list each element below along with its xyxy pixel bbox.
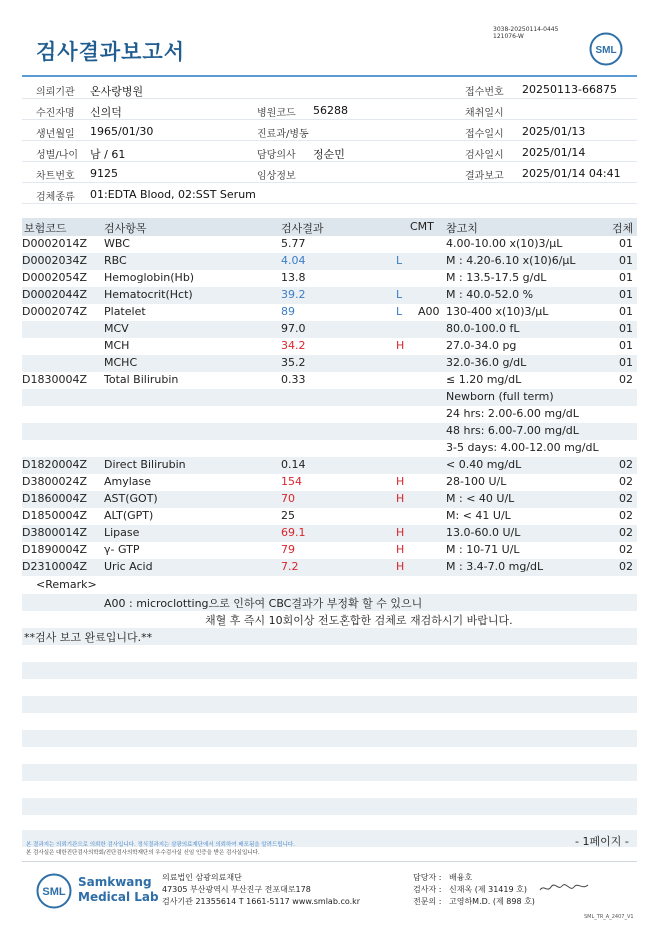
cell-flag: H	[396, 543, 405, 556]
cell-specimen: 01	[619, 322, 633, 335]
cell-result: 5.77	[281, 237, 306, 250]
test-date-value: 2025/01/14	[522, 146, 586, 159]
cell-specimen: 01	[619, 305, 633, 318]
cell-flag: H	[396, 339, 405, 352]
blank-band	[22, 662, 637, 679]
patient-label: 수진자명	[36, 108, 75, 119]
report-value: 2025/01/14 04:41	[522, 167, 621, 180]
receipt-no-label: 접수번호	[465, 87, 504, 98]
cell-reference: 48 hrs: 6.00-7.00 mg/dL	[446, 424, 579, 437]
cell-specimen: 02	[619, 458, 633, 471]
cell-flag: H	[396, 492, 405, 505]
cell-result: 4.04	[281, 254, 306, 267]
cell-specimen: 01	[619, 271, 633, 284]
cell-reference: 27.0-34.0 pg	[446, 339, 517, 352]
cell-reference: 4.00-10.00 x(10)3/μL	[446, 237, 563, 250]
table-row	[22, 542, 637, 559]
sex-age-label: 성별/나이	[36, 150, 79, 161]
cell-cmt: A00	[418, 305, 440, 318]
info-row-2	[22, 100, 637, 120]
cell-result: 89	[281, 305, 295, 318]
cell-specimen: 02	[619, 373, 633, 386]
cell-item: RBC	[104, 254, 127, 267]
table-row	[22, 372, 637, 389]
blank-band	[22, 764, 637, 781]
cell-result: 39.2	[281, 288, 306, 301]
cell-specimen: 02	[619, 509, 633, 522]
signature-icon	[538, 881, 590, 895]
header-cmt: CMT	[410, 220, 434, 233]
cell-item: ALT(GPT)	[104, 509, 154, 522]
remark-line-2: 채혈 후 즉시 10회이상 전도혼합한 검체로 재검하시기 바랍니다.	[205, 614, 513, 627]
cell-specimen: 02	[619, 475, 633, 488]
cell-result: 7.2	[281, 560, 299, 573]
cell-flag: L	[396, 288, 403, 301]
cell-reference: 13.0-60.0 U/L	[446, 526, 521, 539]
cell-result: 79	[281, 543, 295, 556]
table-row	[22, 457, 637, 474]
table-row	[22, 304, 637, 321]
remark-row-3	[22, 628, 637, 645]
cell-reference: < 0.40 mg/dL	[446, 458, 522, 471]
cell-item: MCH	[104, 339, 130, 352]
cell-code: D3800014Z	[22, 526, 87, 539]
cell-code: D1860004Z	[22, 492, 87, 505]
cell-reference: M : 13.5-17.5 g/dL	[446, 271, 547, 284]
org-name: 의료법인 삼광의료재단	[162, 873, 242, 882]
cell-result: 154	[281, 475, 302, 488]
table-row	[22, 406, 637, 423]
cell-specimen: 02	[619, 560, 633, 573]
info-row-6	[22, 184, 637, 204]
cell-reference: 80.0-100.0 fL	[446, 322, 520, 335]
remark-heading: <Remark>	[36, 578, 97, 591]
cell-item: Total Bilirubin	[104, 373, 179, 386]
cell-code: D0002054Z	[22, 271, 87, 284]
staff-row	[413, 872, 473, 883]
doctor-value: 정순민	[313, 148, 345, 161]
staff-row	[413, 896, 535, 907]
cell-specimen: 01	[619, 339, 633, 352]
cell-flag: L	[396, 305, 403, 318]
remark-row-2	[22, 611, 637, 628]
header-ref: 참고치	[446, 222, 478, 235]
brand-name-line-2: Medical Lab	[78, 890, 159, 904]
remark-heading-row	[22, 577, 637, 594]
info-row-5	[22, 163, 637, 183]
institution-value: 온사랑병원	[90, 85, 144, 98]
cell-flag: H	[396, 475, 405, 488]
cell-result: 69.1	[281, 526, 306, 539]
table-row	[22, 389, 637, 406]
table-row	[22, 559, 637, 576]
cell-item: Amylase	[104, 475, 152, 488]
page-title: 검사결과보고서	[36, 40, 186, 64]
cell-result: 97.0	[281, 322, 306, 335]
form-code: SML_TR_A_2407_V1	[584, 914, 634, 920]
remark-row-1	[22, 594, 637, 611]
cell-specimen: 02	[619, 492, 633, 505]
hospital-code-label: 병원코드	[257, 108, 296, 119]
chart-label: 차트번호	[36, 171, 75, 182]
cell-specimen: 02	[619, 526, 633, 539]
cell-result: 0.14	[281, 458, 306, 471]
cell-item: Lipase	[104, 526, 140, 539]
cell-result: 70	[281, 492, 295, 505]
table-row	[22, 287, 637, 304]
info-row-4	[22, 142, 637, 162]
staff-role: 담당자 :	[413, 873, 442, 882]
cell-item: Hemoglobin(Hb)	[104, 271, 195, 284]
cell-reference: 24 hrs: 2.00-6.00 mg/dL	[446, 407, 579, 420]
staff-name: 배융호	[449, 873, 473, 882]
info-row-1	[22, 79, 637, 99]
cell-code: D2310004Z	[22, 560, 87, 573]
table-row	[22, 321, 637, 338]
table-row	[22, 338, 637, 355]
cell-code: D1850004Z	[22, 509, 87, 522]
footnote-1: 본 결과지는 의뢰기관으로 의뢰한 검사입니다. 정식결과지는 삼광의료재단에서 의뢰하여 배포됨을 알려드립니다.	[26, 842, 295, 848]
cell-flag: L	[396, 254, 403, 267]
cell-specimen: 02	[619, 543, 633, 556]
cell-reference: M : < 40 U/L	[446, 492, 515, 505]
cell-specimen: 01	[619, 356, 633, 369]
sex-age-value: 남 / 61	[90, 148, 126, 161]
table-row	[22, 525, 637, 542]
cell-item: AST(GOT)	[104, 492, 158, 505]
receipt-date-label: 접수일시	[465, 129, 504, 140]
sml-logo-icon	[36, 873, 72, 909]
specimen-label: 검체종류	[36, 192, 75, 203]
report-label: 결과보고	[465, 171, 504, 182]
header-result: 검사결과	[281, 222, 324, 235]
cell-result: 35.2	[281, 356, 306, 369]
title-divider	[22, 75, 637, 77]
staff-role: 전문의 :	[413, 897, 442, 906]
table-row	[22, 253, 637, 270]
blank-band	[22, 696, 637, 713]
staff-role: 검사자 :	[413, 885, 442, 894]
doctor-label: 담당의사	[257, 150, 296, 161]
cell-flag: H	[396, 526, 405, 539]
table-row	[22, 474, 637, 491]
header-item: 검사항목	[104, 222, 147, 235]
table-row	[22, 270, 637, 287]
cell-reference: 130-400 x(10)3/μL	[446, 305, 549, 318]
specimen-value: 01:EDTA Blood, 02:SST Serum	[90, 188, 256, 201]
cell-item: MCHC	[104, 356, 138, 369]
cell-item: Direct Bilirubin	[104, 458, 186, 471]
birth-value: 1965/01/30	[90, 125, 154, 138]
cell-result: 13.8	[281, 271, 306, 284]
sml-logo-icon	[589, 32, 623, 66]
table-row	[22, 491, 637, 508]
remark-line-1: A00 : microclotting으로 인하여 CBC결과가 부정확 할 수 있으니	[104, 597, 423, 610]
cell-result: 34.2	[281, 339, 306, 352]
document-id: 3038-20250114-0445 121076-W	[493, 26, 559, 40]
cell-code: D0002014Z	[22, 237, 87, 250]
page-number: - 1페이지 -	[575, 835, 629, 848]
sml-logo-text: SML	[42, 886, 66, 898]
org-address: 47305 부산광역시 부산진구 전포대로178	[162, 885, 311, 894]
receipt-no-value: 20250113-66875	[522, 83, 617, 96]
clinical-label: 임상정보	[257, 171, 296, 182]
org-contact: 검사기관 21355614 T 1661-5117 www.smlab.co.kr	[162, 897, 361, 906]
cell-code: D3800024Z	[22, 475, 87, 488]
cell-code: D1820004Z	[22, 458, 87, 471]
receipt-date-value: 2025/01/13	[522, 125, 586, 138]
brand-name-line-1: Samkwang	[78, 875, 152, 889]
cell-code: D0002074Z	[22, 305, 87, 318]
cell-flag: H	[396, 560, 405, 573]
cell-specimen: 01	[619, 254, 633, 267]
info-row-3	[22, 121, 637, 141]
report-complete-text: **검사 보고 완료입니다.**	[24, 631, 153, 644]
cell-reference: 28-100 U/L	[446, 475, 507, 488]
cell-code: D0002034Z	[22, 254, 87, 267]
header-specimen: 검체	[612, 222, 634, 235]
birth-label: 생년월일	[36, 129, 75, 140]
table-row	[22, 423, 637, 440]
footnote-2: 본 검사실은 대한진단검사의학회/진단검사의학재단의 우수검사실 신임 인증을 받은 검사실입니다.	[26, 850, 260, 856]
cell-specimen: 01	[619, 288, 633, 301]
cell-reference: 32.0-36.0 g/dL	[446, 356, 527, 369]
blank-band	[22, 730, 637, 747]
table-row	[22, 355, 637, 372]
cell-reference: ≤ 1.20 mg/dL	[446, 373, 522, 386]
cell-result: 25	[281, 509, 295, 522]
chart-value: 9125	[90, 167, 118, 180]
blank-band	[22, 798, 637, 815]
cell-reference: Newborn (full term)	[446, 390, 554, 403]
cell-reference: M : 3.4-7.0 mg/dL	[446, 560, 544, 573]
cell-code: D0002044Z	[22, 288, 87, 301]
patient-value: 신의덕	[90, 106, 122, 119]
cell-item: Hematocrit(Hct)	[104, 288, 193, 301]
cell-code: D1830004Z	[22, 373, 87, 386]
header-code: 보험코드	[24, 222, 67, 235]
cell-item: γ- GTP	[104, 543, 140, 556]
cell-item: Platelet	[104, 305, 146, 318]
cell-reference: 3-5 days: 4.00-12.00 mg/dL	[446, 441, 599, 454]
cell-reference: M : 40.0-52.0 %	[446, 288, 534, 301]
staff-name: 고영하M.D. (제 898 호)	[449, 897, 535, 906]
table-row	[22, 440, 637, 457]
cell-code: D1890004Z	[22, 543, 87, 556]
cell-reference: M : 10-71 U/L	[446, 543, 520, 556]
table-row	[22, 508, 637, 525]
institution-label: 의뢰기관	[36, 87, 75, 98]
cell-reference: M : 4.20-6.10 x(10)6/μL	[446, 254, 576, 267]
table-row	[22, 236, 637, 253]
hospital-code-value: 56288	[313, 104, 348, 117]
staff-name: 신재옥 (제 31419 호)	[449, 885, 527, 894]
test-date-label: 검사일시	[465, 150, 504, 161]
results-table-header	[22, 218, 637, 236]
footer-divider	[22, 861, 637, 862]
cell-item: MCV	[104, 322, 129, 335]
cell-item: Uric Acid	[104, 560, 153, 573]
cell-specimen: 01	[619, 237, 633, 250]
cell-result: 0.33	[281, 373, 306, 386]
dept-label: 진료과/병동	[257, 129, 309, 140]
staff-row	[413, 884, 527, 895]
collect-time-label: 채취일시	[465, 108, 504, 119]
cell-item: WBC	[104, 237, 130, 250]
sml-logo-text: SML	[595, 45, 617, 56]
cell-reference: M: < 41 U/L	[446, 509, 511, 522]
